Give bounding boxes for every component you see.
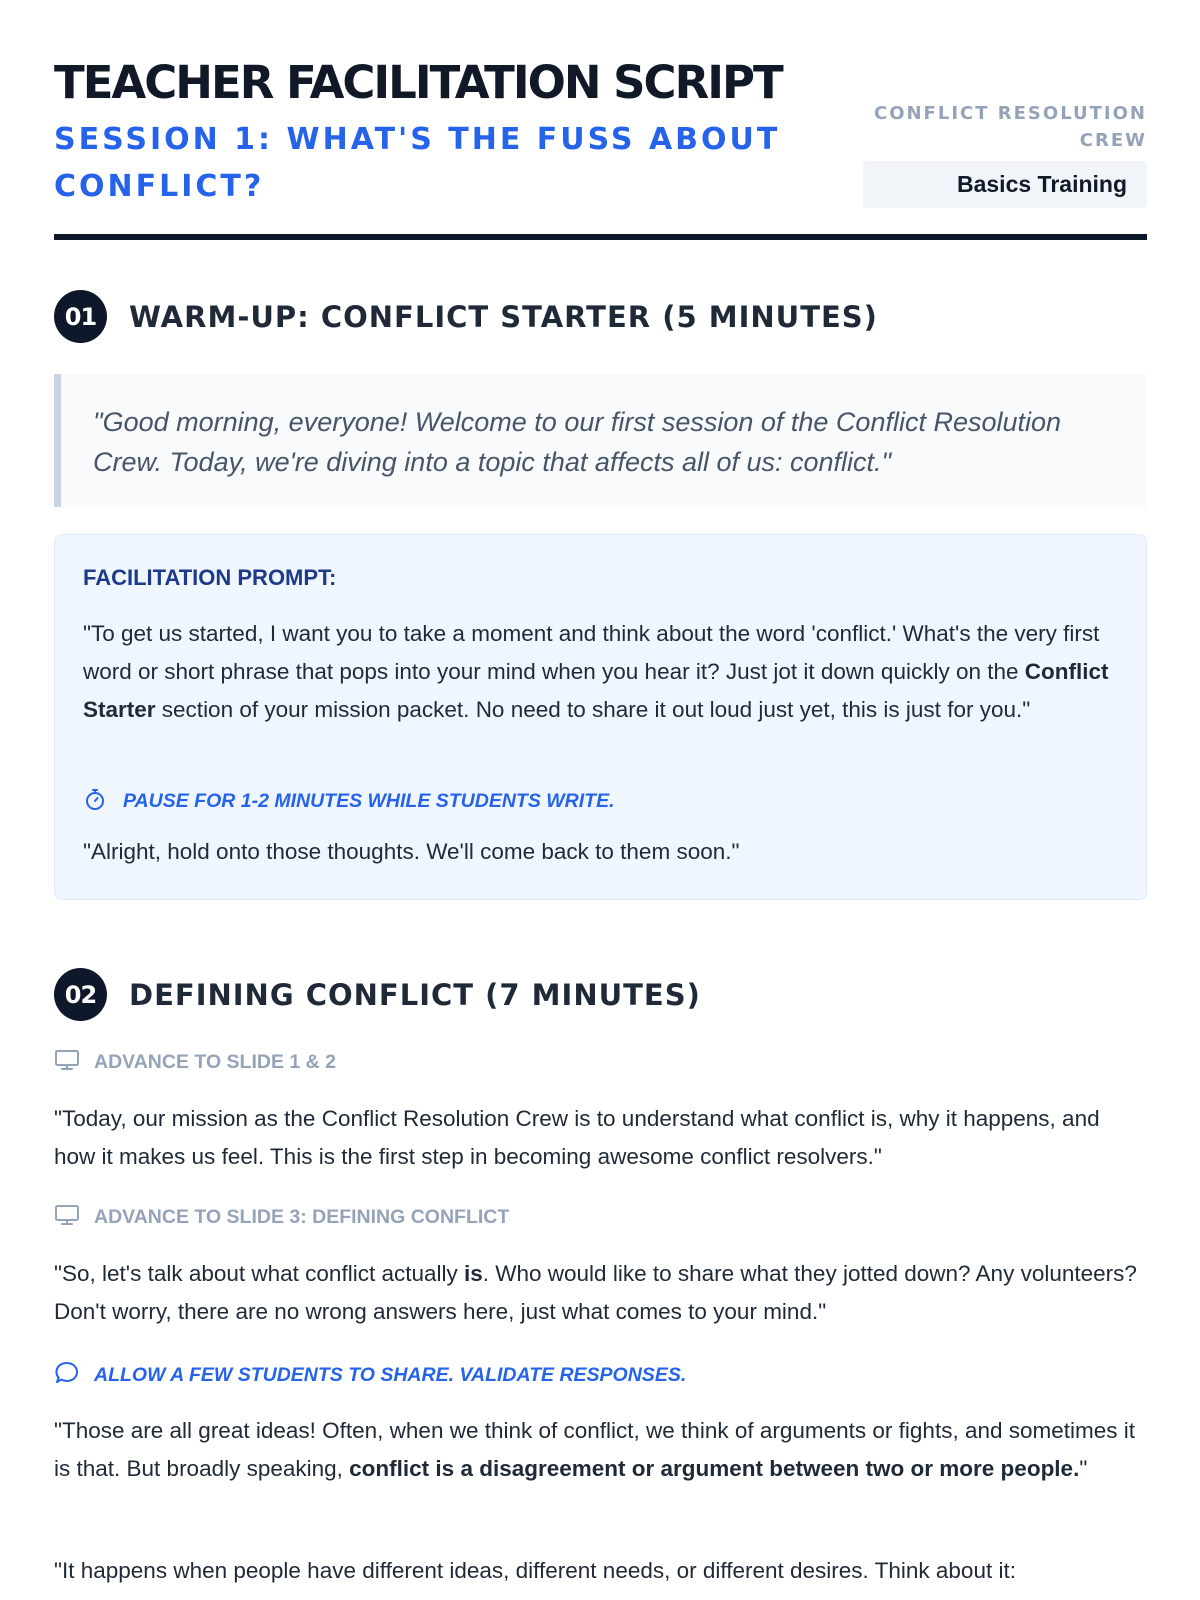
- prompt-label: FACILITATION PROMPT:: [83, 565, 337, 590]
- paragraph-text-part: ": [1079, 1456, 1088, 1481]
- timer-icon: [83, 787, 107, 816]
- paragraph-text-part: . Who would like to share what they jotted down? Any volunteers? Don't worry, there are no wrong answers here, just what comes to your mind.": [54, 1261, 1137, 1324]
- facilitation-script-page: [54, 0, 1147, 1583]
- script-paragraph: [54, 1255, 1147, 1331]
- pause-instruction: [83, 787, 615, 816]
- section-heading-warm-up: [54, 290, 878, 343]
- prompt-text-part: "To get us started, I want you to take a moment and think about the word 'conflict.' What's the very first word or short phrase that pops into your mind when you hear it? Just jot it down quickly on the: [83, 621, 1100, 684]
- paragraph-text-part: "So, let's talk about what conflict actually: [54, 1261, 464, 1286]
- pause-text: PAUSE FOR 1-2 MINUTES WHILE STUDENTS WRITE.: [123, 790, 615, 812]
- prompt-text: [83, 615, 1123, 729]
- prompt-followup: "Alright, hold onto those thoughts. We'll come back to them soon.": [83, 839, 740, 864]
- organization-name: CONFLICT RESOLUTION CREW: [873, 103, 1147, 151]
- prompt-text-emphasis: Conflict Starter: [83, 659, 1109, 722]
- script-paragraph: "Today, our mission as the Conflict Resolution Crew is to understand what conflict is, why it happens, and how it makes us feel. This is the first step in becoming awesome conflict resolvers.": [54, 1106, 1100, 1169]
- training-badge: Basics Training: [863, 161, 1147, 208]
- script-paragraph: [54, 1412, 1147, 1488]
- session-title: SESSION 1: WHAT'S THE FUSS ABOUT CONFLICT?: [54, 122, 781, 204]
- section-title: WARM-UP: CONFLICT STARTER (5 MINUTES): [129, 299, 878, 334]
- paragraph-text-part: "Those are all great ideas! Often, when we think of conflict, we think of arguments or fights, and sometimes it is that. But broadly speaking,: [54, 1418, 1136, 1481]
- teacher-note-text: ALLOW A FEW STUDENTS TO SHARE. VALIDATE RESPONSES.: [94, 1364, 687, 1386]
- script-paragraph: "It happens when people have different ideas, different needs, or different desires. Think about it:: [54, 1558, 1016, 1583]
- opening-quote: "Good morning, everyone! Welcome to our first session of the Conflict Resolution Crew. Today, we're diving into a topic that affects all of us: conflict.": [54, 374, 1147, 507]
- teacher-note: [54, 1360, 686, 1391]
- chat-bubble-icon: [54, 1360, 80, 1391]
- document-header: [54, 0, 1147, 242]
- facilitation-prompt-box: [54, 534, 1147, 900]
- paragraph-emphasis: is: [464, 1261, 483, 1286]
- slide-cue-text: ADVANCE TO SLIDE 1 & 2: [94, 1051, 336, 1073]
- paragraph-emphasis: conflict is a disagreement or argument between two or more people.: [349, 1456, 1080, 1481]
- section-number-badge: 01: [54, 290, 107, 343]
- slide-cue: [54, 1203, 509, 1232]
- section-title: DEFINING CONFLICT (7 MINUTES): [129, 977, 701, 1012]
- prompt-text-part: section of your mission packet. No need to share it out loud just yet, this is just for you.": [155, 697, 1031, 722]
- header-divider: [54, 234, 1147, 240]
- section-heading-defining-conflict: [54, 968, 701, 1021]
- monitor-icon: [54, 1203, 80, 1232]
- monitor-icon: [54, 1048, 80, 1077]
- section-number-badge: 02: [54, 968, 107, 1021]
- slide-cue-text: ADVANCE TO SLIDE 3: DEFINING CONFLICT: [94, 1206, 510, 1228]
- slide-cue: [54, 1048, 336, 1077]
- page-title: TEACHER FACILITATION SCRIPT: [54, 56, 782, 109]
